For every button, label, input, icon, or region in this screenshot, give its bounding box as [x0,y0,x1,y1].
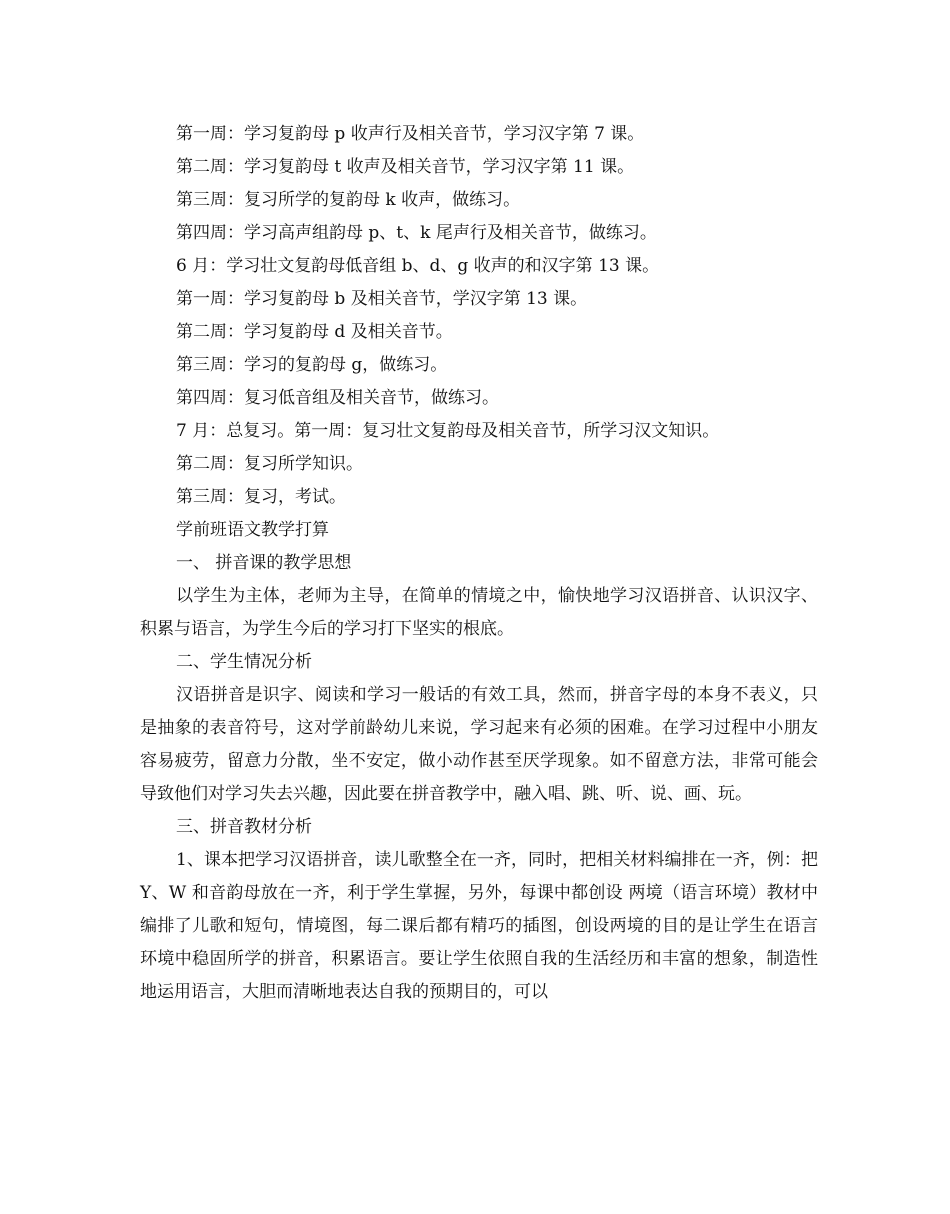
paragraph-textbook-analysis: 1、课本把学习汉语拼音，读儿歌整全在一齐，同时，把相关材料编排在一齐，例：把 Y、W 和音韵母放在一齐，利于学生掌握，另外，每课中都创设 两境（语言环境）教材中编排了儿歌和短句，情境图，每二课后都有精巧的插图，创设两境的目的是让学生在语言环境中稳固所学的拼音，积累语言。要让学生依照自我的生活经历和丰富的想象，制造性地运用语言，大胆而清晰地表达自我的预期目的，可以 [140,850,818,1002]
section-heading-1: 一、 拼音课的教学思想 [176,553,352,573]
text-line: 6 月：学习壮文复韵母低音组 b、d、g 收声的和汉字第 13 课。 [176,256,660,276]
text-line: 7 月：总复习。第一周：复习壮文复韵母及相关音节，所学习汉文知识。 [176,421,720,441]
text-line: 第一周：学习复韵母 p 收声行及相关音节，学习汉字第 7 课。 [176,124,645,144]
text-line: 第一周：学习复韵母 b 及相关音节，学汉字第 13 课。 [176,289,588,309]
text-line: 第三周：复习所学的复韵母 k 收声，做练习。 [176,190,521,210]
text-line: 第二周：学习复韵母 d 及相关音节。 [176,322,453,342]
section-heading-3: 三、拼音教材分析 [176,817,312,837]
text-line: 第二周：学习复韵母 t 收声及相关音节，学习汉字第 11 课。 [176,157,635,177]
paragraph-student-analysis: 汉语拼音是识字、阅读和学习一般话的有效工具，然而，拼音字母的本身不表义，只是抽象的表音符号，这对学前龄幼儿来说，学习起来有必须的困难。在学习过程中小朋友容易疲劳，留意力分散，坐不安定，做小动作甚至厌学现象。如不留意方法，非常可能会导致他们对学习失去兴趣，因此要在拼音教学中，融入唱、跳、听、说、画、玩。 [140,685,818,804]
paragraph-teaching-philosophy: 以学生为主体，老师为主导，在简单的情境之中，愉快地学习汉语拼音、认识汉字、积累与语言，为学生今后的学习打下坚实的根底。 [140,586,818,639]
text-line: 第三周：学习的复韵母 g，做练习。 [176,355,448,375]
text-line: 第四周：复习低音组及相关音节，做练习。 [176,388,499,408]
section-title: 学前班语文教学打算 [176,520,329,540]
text-line: 第四周：学习高声组韵母 p、t、k 尾声行及相关音节，做练习。 [176,223,657,243]
document-body [140,118,818,1009]
text-line: 第三周：复习，考试。 [176,487,346,507]
section-heading-2: 二、学生情况分析 [176,652,312,672]
text-line: 第二周：复习所学知识。 [176,454,363,474]
